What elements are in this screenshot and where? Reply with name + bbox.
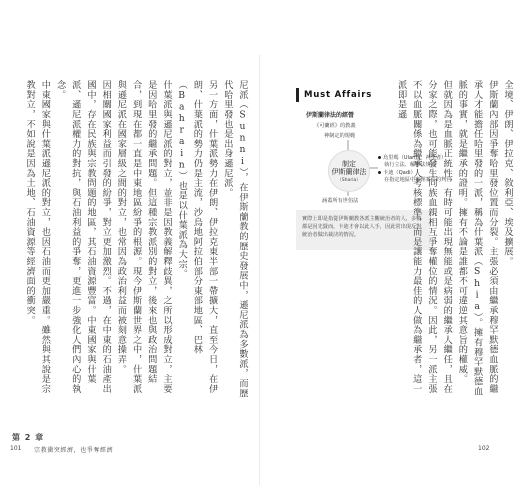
sidebar-note: 實際上即是指從伊斯蘭教各派主觀統治者的人，多數都是因先賢而。卡迪才會以此人手，因此常出現反對統治者做出裁決的情況。 [296, 210, 430, 250]
diagram-caption: 伊斯蘭律法的經營 [306, 112, 355, 119]
chapter-label: 第 2 章 [12, 433, 45, 442]
diagram-top-sub-label: 神制定的規範 [324, 133, 356, 139]
sharia-circle [328, 150, 370, 192]
running-title: 宗教衝突經濟，也爭奪經濟 [34, 447, 114, 454]
diagram-right-item: 在指定地區中審理案件的判官 [384, 177, 452, 183]
diagram-top-label: 《可蘭經》的教義 [314, 123, 356, 129]
paragraph: 但就因為是血脈正統性，有時可能出現無能或是病弱的繼承人繼任，且在分家之際，也可能發生同族血親相互爭奪權位的情況。因此，另一派主張不以血脈關係為繼承人考核標準，而是讓能力最佳的人做為繼承者，這一派即是遜 [395, 80, 453, 394]
sharia-circle-subtitle: （Sharia） [337, 178, 361, 183]
bullet-icon [378, 171, 381, 174]
right-page [260, 0, 520, 500]
paragraph: 因相關國家利益而引發的紛爭，對立更加激烈。不過，在中東的石油產出國中，存在民族與宗教問題的地區，其石油資源豐富。中東國家與什葉派、遜尼派權力的對抗，與石油利益的爭奪，更進一步強化人們內心的執念。 [54, 80, 112, 394]
sharia-circle-title: 制定 伊斯蘭律法 [331, 160, 367, 176]
paragraph: 尼派（Sunni），在伊斯蘭教的歷史發展中，遜尼派為多數派，而歷代哈里發也是出身遜尼派。 [221, 80, 248, 398]
right-page-number: 102 [478, 445, 490, 452]
paragraph: 中東國家與什葉派遜尼派的對立，也因石油而更加嚴重。雖然與其說是宗教對立，不如說是因為土地、石油資源等經濟面的衝突。 [24, 80, 51, 394]
bullet-icon [378, 156, 381, 159]
paragraph: 另一方面，什葉派勢力在伊朗、伊拉克東半部一帶擴大，直至今日，在伊朗、什葉派的勢力仍是主流，沙烏地阿拉伯部分東部地區、巴林（Bahrain）也是以什葉派為大宗。 [176, 80, 218, 394]
left-page-body [24, 80, 250, 400]
diagram-right-item-text: 卡迪（Qadi） [383, 170, 416, 176]
diagram-bottom-label: 涵蓋所有世俗法 [322, 198, 359, 204]
left-page-number: 101 [10, 445, 22, 452]
paragraph: 伊斯蘭內部因爭奪哈里發位置而分裂。主張必須由繼承穆罕默德血脈的繼承人才能擔任哈里發的一派，稱為什葉派（Shia）。擁有穆罕默德血脈的事實，就是繼承的證明。擁有不論是誰都不可違逆其意旨的權威。 [456, 80, 498, 397]
sidebar-title: Must Affairs [296, 88, 436, 102]
diagram-right-item: 執行立法、解釋法規者 [384, 162, 436, 168]
paragraph: 什葉派與遜尼派的對立，並非是因教義解釋歧異，之所以形成對立，主要是因哈里發的繼承問題。但這種宗教派別的對立，後來也與政治問題結合，到現在都一直是中東地區紛爭的根源。現今伊斯蘭世界之中，什葉派與遜尼派在國家層級之間的對立，也常因為政治利益而被刻意操弄。 [115, 80, 172, 394]
diagram-right-item-text: 烏里瑪（Ulama，神學者） [383, 155, 447, 161]
paragraph: 全境、伊朗、伊拉克、敘利亞、埃及擴展。 [502, 80, 513, 267]
